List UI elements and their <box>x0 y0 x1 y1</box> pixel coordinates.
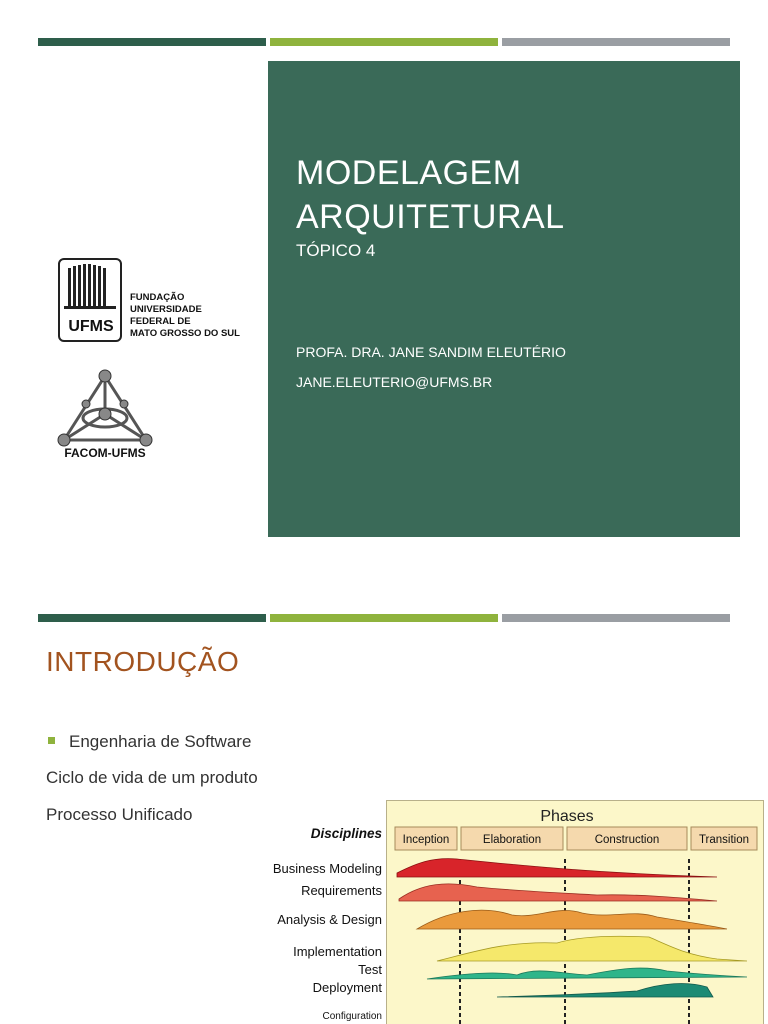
ufms-line: FEDERAL DE <box>130 316 191 327</box>
top-accent-bars <box>38 38 730 46</box>
ufms-line: FUNDAÇÃO <box>130 292 185 303</box>
presentation-title: MODELAGEM ARQUITETURAL <box>296 154 565 236</box>
implementation-hump <box>437 936 747 961</box>
ufms-line: MATO GROSSO DO SUL <box>130 328 240 339</box>
business-modeling-hump <box>397 859 717 877</box>
discipline-label: Configuration <box>322 1011 382 1022</box>
deployment-hump <box>497 984 713 997</box>
analysis-design-hump <box>417 910 727 929</box>
title-panel <box>268 61 740 537</box>
body-line: Processo Unificado <box>46 805 193 824</box>
body-line: Ciclo de vida de um produto <box>46 768 258 787</box>
author-email: JANE.ELEUTERIO@UFMS.BR <box>296 374 493 390</box>
accent-bar-dark-green <box>38 614 266 622</box>
intro-slide <box>0 580 768 1024</box>
presentation-subtitle: TÓPICO 4 <box>296 241 376 260</box>
rup-hump-chart <box>387 801 763 1024</box>
accent-bar-gray <box>502 614 730 622</box>
discipline-label: Implementation <box>293 944 382 959</box>
rup-phases-diagram <box>386 800 764 1024</box>
accent-bar-lime <box>270 38 498 46</box>
bullet-square-icon <box>48 737 55 744</box>
building-icon <box>60 262 120 312</box>
ufms-logo <box>58 258 238 348</box>
disciplines-header: Disciplines <box>310 826 382 841</box>
phase-label: Inception <box>402 834 450 846</box>
accent-bar-gray <box>502 38 730 46</box>
phases-header: Phases <box>540 808 594 825</box>
discipline-label: Requirements <box>301 883 382 898</box>
discipline-label: Analysis & Design <box>277 912 382 927</box>
facom-label: FACOM-UFMS <box>64 446 146 460</box>
accent-bar-lime <box>270 614 498 622</box>
phase-label: Transition <box>698 834 750 846</box>
discipline-label: Deployment <box>312 980 382 995</box>
phase-label: Elaboration <box>482 834 542 846</box>
bullet-item <box>48 732 251 752</box>
ufms-emblem <box>58 258 122 342</box>
discipline-label: Test <box>358 962 382 977</box>
phase-label: Construction <box>594 834 660 846</box>
top-accent-bars <box>38 614 730 622</box>
slide-title: INTRODUÇÃO <box>46 646 240 677</box>
ufms-institution-name <box>130 292 240 340</box>
accent-bar-dark-green <box>38 38 266 46</box>
ufms-line: UNIVERSIDADE <box>130 304 202 315</box>
bullet-text: Engenharia de Software <box>69 732 252 751</box>
author-name: PROFA. DRA. JANE SANDIM ELEUTÉRIO <box>296 344 566 360</box>
requirements-hump <box>399 884 717 901</box>
discipline-label: Business Modeling <box>272 861 382 876</box>
molecule-icon <box>50 368 160 450</box>
facom-logo <box>50 368 170 468</box>
ufms-mark-text: UFMS <box>68 318 114 335</box>
test-hump <box>427 968 747 979</box>
